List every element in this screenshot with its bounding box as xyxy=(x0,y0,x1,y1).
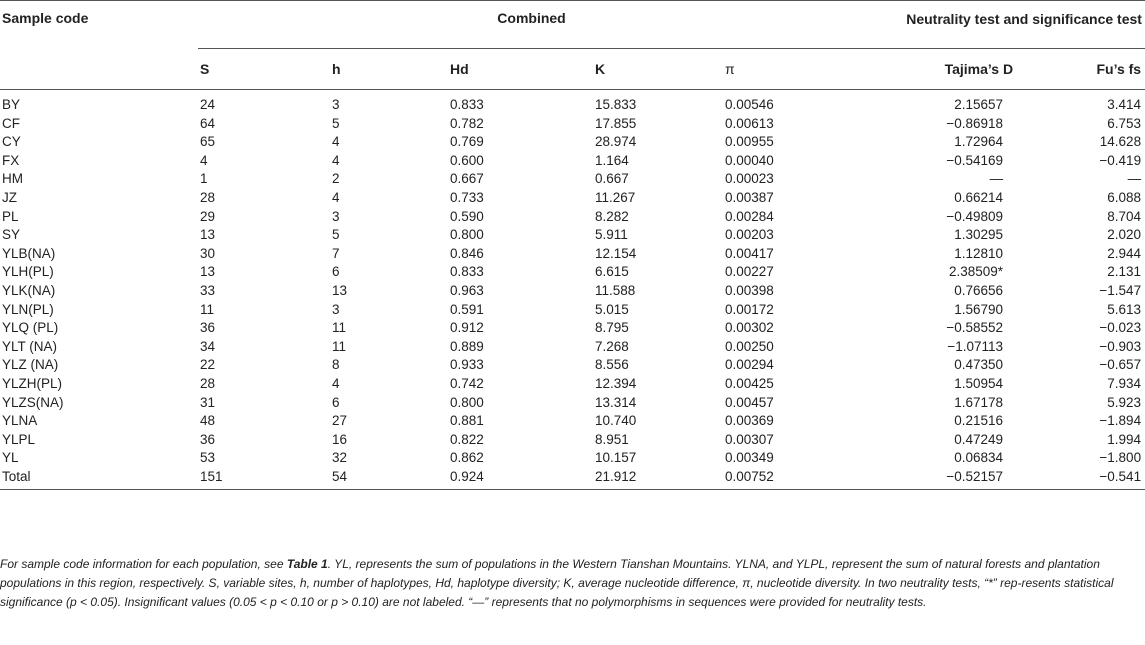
cell-tajima: 1.67178 xyxy=(954,394,1004,410)
cell-h: 13 xyxy=(332,282,348,298)
table-row xyxy=(0,468,1145,490)
cell-h: 4 xyxy=(332,134,340,150)
cell-fu: −1.547 xyxy=(1099,282,1142,298)
cell-Hd: 0.862 xyxy=(450,450,484,466)
cell-sample-code: YLZH(PL) xyxy=(2,375,63,391)
cell-pi: 0.00369 xyxy=(725,413,774,429)
cell-tajima: 0.06834 xyxy=(954,450,1004,466)
table-row xyxy=(0,394,1145,413)
cell-fu: 6.753 xyxy=(1107,115,1142,131)
cell-S: 151 xyxy=(198,468,330,490)
cell-sample-code: YLB(NA) xyxy=(2,245,56,261)
cell-h: 8 xyxy=(332,357,340,373)
cell-h: 4 xyxy=(332,375,340,391)
cell-Hd: 0.963 xyxy=(450,282,484,298)
cell-pi: 0.00023 xyxy=(725,171,774,187)
cell-Hd: 0.912 xyxy=(450,320,484,336)
cell-sample-code: Total xyxy=(0,468,198,490)
cell-Hd: 0.590 xyxy=(450,208,484,224)
cell-sample-code: YLNA xyxy=(2,413,38,429)
header-pi: π xyxy=(723,49,863,90)
cell-sample-code: YLPL xyxy=(2,431,36,447)
cell-h: 4 xyxy=(332,152,340,168)
cell-pi: 0.00387 xyxy=(725,189,774,205)
table-row xyxy=(0,282,1145,301)
cell-pi: 0.00302 xyxy=(725,320,774,336)
cell-sample-code: BY xyxy=(2,97,21,112)
header-S: S xyxy=(198,49,330,90)
cell-S: 13 xyxy=(200,227,216,243)
cell-S: 28 xyxy=(200,189,216,205)
cell-pi: 0.00250 xyxy=(725,338,774,354)
table-row xyxy=(0,133,1145,152)
cell-fu: 3.414 xyxy=(1107,97,1142,112)
cell-sample-code: YL xyxy=(2,450,19,466)
cell-h: 7 xyxy=(332,245,340,261)
cell-h: 32 xyxy=(332,450,348,466)
cell-Hd: 0.733 xyxy=(450,189,484,205)
cell-h: 3 xyxy=(332,208,340,224)
cell-K: 21.912 xyxy=(593,468,723,490)
cell-S: 22 xyxy=(200,357,216,373)
header-blank xyxy=(0,49,198,90)
cell-Hd: 0.889 xyxy=(450,338,484,354)
cell-sample-code: YLN(PL) xyxy=(2,301,54,317)
cell-tajima: 0.76656 xyxy=(954,282,1004,298)
cell-K: 5.911 xyxy=(595,227,628,243)
cell-h: 27 xyxy=(332,413,348,429)
cell-h: 5 xyxy=(332,227,340,243)
cell-h: 6 xyxy=(332,264,340,280)
cell-pi: 0.00752 xyxy=(723,468,863,490)
cell-fu: −0.657 xyxy=(1099,357,1142,373)
cell-K: 8.556 xyxy=(595,357,629,373)
cell-Hd: 0.833 xyxy=(450,264,484,280)
cell-Hd: 0.800 xyxy=(450,394,484,410)
table-row xyxy=(0,319,1145,338)
table-row xyxy=(0,431,1145,450)
cell-K: 8.951 xyxy=(595,431,629,447)
cell-pi: 0.00398 xyxy=(725,282,774,298)
cell-fu: 5.613 xyxy=(1107,301,1142,317)
table-row xyxy=(0,170,1145,189)
header-tajima: Tajima’s D xyxy=(863,49,1033,90)
cell-tajima: 0.47249 xyxy=(954,431,1004,447)
cell-S: 33 xyxy=(200,282,216,298)
cell-sample-code: FX xyxy=(2,152,20,168)
cell-Hd: 0.600 xyxy=(450,152,484,168)
cell-fu: — xyxy=(1127,171,1142,187)
cell-sample-code: YLZ (NA) xyxy=(2,357,59,373)
cell-sample-code: JZ xyxy=(2,189,17,205)
cell-fu: 14.628 xyxy=(1099,134,1142,150)
cell-K: 11.267 xyxy=(595,189,636,205)
cell-fu: 1.994 xyxy=(1107,431,1142,447)
cell-sample-code: YLK(NA) xyxy=(2,282,56,298)
cell-tajima: −0.49809 xyxy=(946,208,1004,224)
cell-Hd: 0.833 xyxy=(450,97,484,112)
cell-h: 2 xyxy=(332,171,340,187)
cell-tajima: −0.58552 xyxy=(946,320,1004,336)
cell-K: 28.974 xyxy=(595,134,637,150)
footnote-table-ref[interactable]: Table 1 xyxy=(286,557,328,571)
cell-fu: 6.088 xyxy=(1107,189,1142,205)
cell-tajima: 1.56790 xyxy=(954,301,1004,317)
cell-pi: 0.00284 xyxy=(725,208,774,224)
footnote-part2: . YL, represents the sum of populations in the Western Tianshan Mountains. YLNA, and YLPL, represent the sum of natural forests and plantation populations in this region, respectively. S, variable sites, h, number of haplotypes, Hd, haplotype diversity; K, average nucleotide difference, π, nucleotide diversity. In two neutrality tests, “*” rep-resents statistical significance (p < 0.05). Insignificant values (0.05 < p < 0.10 or p > 0.10) are not labeled. “—” represents that no polymorphisms in sequences were provided for neutrality tests. xyxy=(0,557,1114,609)
cell-tajima: 0.21516 xyxy=(954,413,1004,429)
footnote-part1: For sample code information for each population, see xyxy=(0,557,287,571)
cell-h: 3 xyxy=(332,97,340,112)
header-sample-code: Sample code xyxy=(2,10,89,26)
cell-Hd: 0.924 xyxy=(448,468,593,490)
header-fu: Fu’s fs xyxy=(1033,49,1145,90)
table-row xyxy=(0,208,1145,227)
cell-K: 7.268 xyxy=(595,338,629,354)
cell-pi: 0.00172 xyxy=(725,301,774,317)
cell-Hd: 0.667 xyxy=(450,171,484,187)
cell-K: 11.588 xyxy=(595,282,636,298)
cell-fu: 7.934 xyxy=(1107,375,1142,391)
table-row xyxy=(0,301,1145,320)
cell-pi: 0.00227 xyxy=(725,264,774,280)
cell-fu: −0.903 xyxy=(1099,338,1142,354)
cell-pi: 0.00349 xyxy=(725,450,774,466)
cell-sample-code: SY xyxy=(2,227,21,243)
cell-K: 8.282 xyxy=(595,208,629,224)
cell-S: 13 xyxy=(200,264,216,280)
cell-sample-code: YLZS(NA) xyxy=(2,394,64,410)
cell-Hd: 0.742 xyxy=(450,375,484,391)
cell-tajima: −0.54169 xyxy=(946,152,1004,168)
cell-K: 8.795 xyxy=(595,320,629,336)
cell-h: 3 xyxy=(332,301,340,317)
cell-S: 31 xyxy=(200,394,216,410)
cell-h: 6 xyxy=(332,394,340,410)
cell-fu: 2.944 xyxy=(1107,245,1142,261)
cell-pi: 0.00457 xyxy=(725,394,774,410)
cell-h: 5 xyxy=(332,115,340,131)
cell-fu: 2.131 xyxy=(1107,264,1142,280)
cell-fu: −0.541 xyxy=(1033,468,1145,490)
cell-tajima: 0.47350 xyxy=(954,357,1004,373)
cell-fu: −1.800 xyxy=(1099,450,1142,466)
cell-fu: 5.923 xyxy=(1107,394,1142,410)
cell-K: 13.314 xyxy=(595,394,637,410)
cell-S: 36 xyxy=(200,320,216,336)
table-row xyxy=(0,263,1145,282)
header-combined: Combined xyxy=(198,0,863,49)
header-h: h xyxy=(330,49,448,90)
cell-Hd: 0.933 xyxy=(450,357,484,373)
cell-tajima: 2.38509* xyxy=(949,264,1004,280)
cell-K: 5.015 xyxy=(595,301,629,317)
cell-K: 12.394 xyxy=(595,375,637,391)
cell-pi: 0.00040 xyxy=(725,152,774,168)
cell-pi: 0.00417 xyxy=(725,245,774,261)
cell-K: 0.667 xyxy=(595,171,629,187)
cell-tajima: −0.52157 xyxy=(863,468,1033,490)
cell-h: 54 xyxy=(330,468,448,490)
cell-pi: 0.00203 xyxy=(725,227,774,243)
table-row xyxy=(0,449,1145,468)
cell-Hd: 0.769 xyxy=(450,134,484,150)
cell-fu: 8.704 xyxy=(1107,208,1142,224)
cell-h: 11 xyxy=(332,320,347,336)
table-row xyxy=(0,189,1145,208)
cell-Hd: 0.591 xyxy=(450,301,484,317)
cell-S: 4 xyxy=(200,152,208,168)
cell-h: 16 xyxy=(332,431,348,447)
cell-tajima: 1.50954 xyxy=(954,375,1004,391)
cell-sample-code: YLT (NA) xyxy=(2,338,58,354)
cell-Hd: 0.822 xyxy=(450,431,484,447)
table-row xyxy=(0,226,1145,245)
cell-S: 29 xyxy=(200,208,216,224)
cell-fu: −0.023 xyxy=(1099,320,1142,336)
table-row xyxy=(0,412,1145,431)
cell-Hd: 0.782 xyxy=(450,115,484,131)
cell-K: 15.833 xyxy=(595,97,637,112)
cell-S: 64 xyxy=(200,115,216,131)
cell-S: 65 xyxy=(200,134,216,150)
cell-fu: −0.419 xyxy=(1099,152,1142,168)
cell-sample-code: HM xyxy=(2,171,23,187)
table-row xyxy=(0,152,1145,171)
header-K: K xyxy=(593,49,723,90)
cell-S: 24 xyxy=(200,97,216,112)
table-row xyxy=(0,338,1145,357)
cell-h: 4 xyxy=(332,189,340,205)
cell-K: 10.740 xyxy=(595,413,637,429)
cell-h: 11 xyxy=(332,338,347,354)
cell-pi: 0.00294 xyxy=(725,357,774,373)
table-footnote xyxy=(0,555,1140,612)
cell-tajima: — xyxy=(989,171,1004,187)
cell-S: 53 xyxy=(200,450,216,466)
table-body xyxy=(0,90,1145,490)
cell-tajima: 1.72964 xyxy=(954,134,1004,150)
cell-fu: 2.020 xyxy=(1107,227,1142,243)
cell-S: 1 xyxy=(200,171,208,187)
cell-tajima: 1.12810 xyxy=(954,245,1004,261)
cell-tajima: 2.15657 xyxy=(954,97,1004,112)
cell-fu: −1.894 xyxy=(1099,413,1142,429)
cell-S: 30 xyxy=(200,245,216,261)
table-row xyxy=(0,115,1145,134)
cell-K: 10.157 xyxy=(595,450,637,466)
cell-Hd: 0.881 xyxy=(450,413,484,429)
cell-pi: 0.00307 xyxy=(725,431,774,447)
cell-tajima: −1.07113 xyxy=(947,338,1004,354)
cell-S: 48 xyxy=(200,413,216,429)
header-Hd: Hd xyxy=(448,49,593,90)
cell-S: 28 xyxy=(200,375,216,391)
table-row xyxy=(0,245,1145,264)
cell-K: 12.154 xyxy=(595,245,637,261)
cell-sample-code: YLH(PL) xyxy=(2,264,54,280)
cell-K: 1.164 xyxy=(595,152,629,168)
cell-S: 11 xyxy=(200,301,215,317)
table-row xyxy=(0,90,1145,115)
cell-K: 6.615 xyxy=(595,264,629,280)
cell-Hd: 0.800 xyxy=(450,227,484,243)
table-row xyxy=(0,356,1145,375)
cell-K: 17.855 xyxy=(595,115,637,131)
header-neutrality: Neutrality test and significance test xyxy=(863,0,1145,49)
cell-tajima: 1.30295 xyxy=(954,227,1004,243)
table-row xyxy=(0,375,1145,394)
cell-tajima: 0.66214 xyxy=(954,189,1004,205)
cell-tajima: −0.86918 xyxy=(946,115,1004,131)
cell-Hd: 0.846 xyxy=(450,245,484,261)
cell-S: 36 xyxy=(200,431,216,447)
cell-pi: 0.00955 xyxy=(725,134,774,150)
cell-sample-code: YLQ (PL) xyxy=(2,320,59,336)
cell-pi: 0.00613 xyxy=(725,115,774,131)
cell-sample-code: CF xyxy=(2,115,20,131)
cell-pi: 0.00425 xyxy=(725,375,774,391)
cell-S: 34 xyxy=(200,338,216,354)
cell-sample-code: PL xyxy=(2,208,19,224)
cell-pi: 0.00546 xyxy=(725,97,774,112)
cell-sample-code: CY xyxy=(2,134,21,150)
